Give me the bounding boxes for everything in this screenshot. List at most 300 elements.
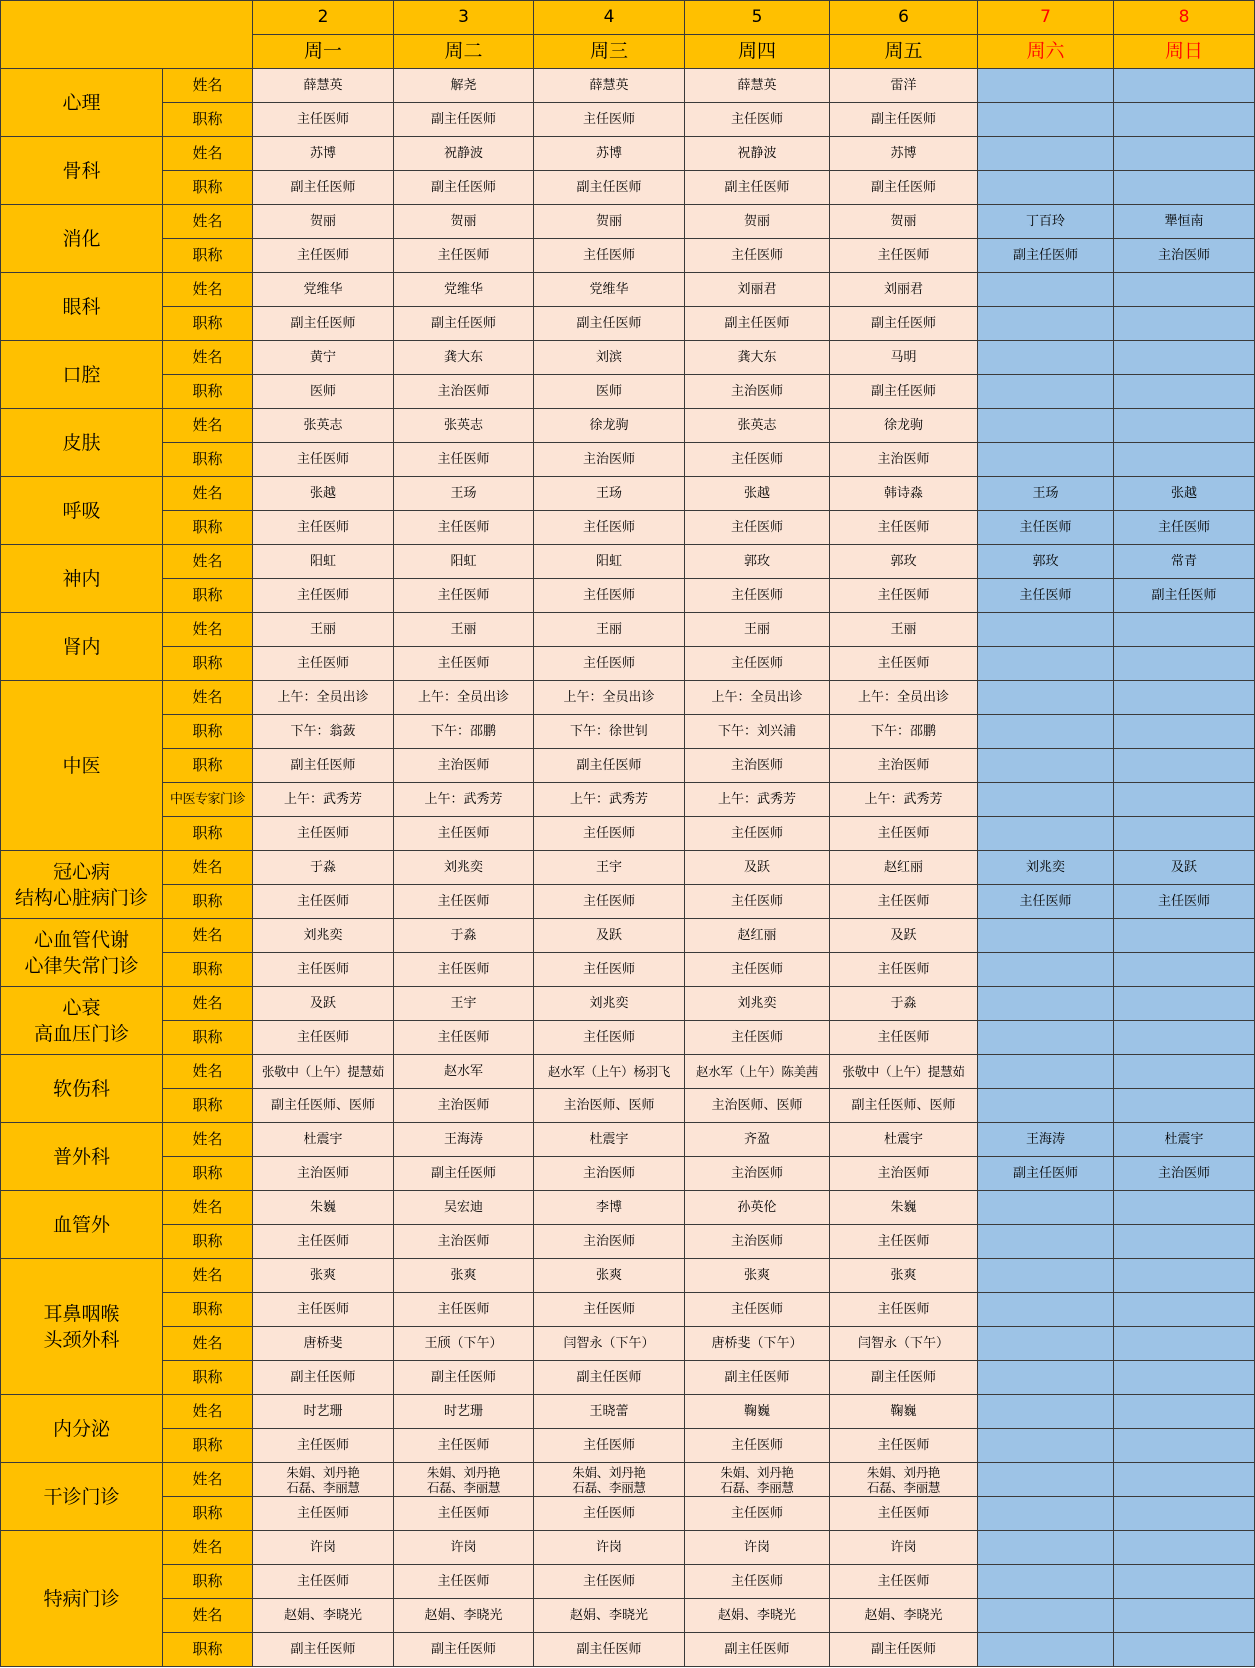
schedule-cell[interactable]: 刘丽君 — [830, 273, 978, 307]
schedule-cell[interactable]: 副主任医师 — [534, 171, 685, 205]
schedule-cell[interactable]: 薛慧英 — [534, 69, 685, 103]
schedule-cell[interactable]: 杜震宇 — [830, 1123, 978, 1157]
weekend-cell[interactable] — [978, 613, 1114, 647]
schedule-cell[interactable]: 主任医师 — [685, 1021, 830, 1055]
weekend-cell[interactable]: 副主任医师 — [978, 239, 1114, 273]
schedule-cell[interactable]: 王丽 — [685, 613, 830, 647]
weekend-cell[interactable] — [978, 1191, 1114, 1225]
schedule-cell[interactable]: 主治医师 — [830, 749, 978, 783]
schedule-cell[interactable]: 副主任医师 — [830, 171, 978, 205]
schedule-cell[interactable]: 主任医师 — [685, 953, 830, 987]
schedule-cell[interactable]: 主任医师 — [534, 1565, 685, 1599]
schedule-cell[interactable]: 主任医师 — [253, 647, 394, 681]
schedule-cell[interactable]: 主任医师 — [394, 579, 534, 613]
schedule-cell[interactable]: 主任医师 — [253, 1565, 394, 1599]
weekend-cell[interactable] — [978, 1055, 1114, 1089]
weekend-cell[interactable] — [1114, 103, 1255, 137]
schedule-cell[interactable]: 主任医师 — [685, 1293, 830, 1327]
schedule-cell[interactable]: 主任医师 — [394, 1021, 534, 1055]
weekend-cell[interactable] — [978, 647, 1114, 681]
weekend-cell[interactable]: 主任医师 — [1114, 511, 1255, 545]
schedule-cell[interactable]: 赵水军（上午）杨羽飞 — [534, 1055, 685, 1089]
schedule-cell[interactable]: 徐龙驹 — [534, 409, 685, 443]
row-label[interactable]: 职称 — [163, 749, 253, 783]
schedule-cell[interactable]: 上午：全员出诊 — [830, 681, 978, 715]
schedule-cell[interactable]: 主任医师 — [253, 817, 394, 851]
weekend-cell[interactable]: 常青 — [1114, 545, 1255, 579]
schedule-cell[interactable]: 王玚 — [394, 477, 534, 511]
row-label[interactable]: 姓名 — [163, 987, 253, 1021]
schedule-cell[interactable]: 主治医师 — [685, 375, 830, 409]
header-weekday[interactable]: 周五 — [830, 35, 978, 69]
schedule-cell[interactable]: 刘兆奕 — [534, 987, 685, 1021]
weekend-cell[interactable] — [1114, 1395, 1255, 1429]
row-label[interactable]: 职称 — [163, 1021, 253, 1055]
schedule-cell[interactable]: 主任医师 — [685, 443, 830, 477]
weekend-cell[interactable] — [978, 1021, 1114, 1055]
schedule-cell[interactable]: 刘兆奕 — [685, 987, 830, 1021]
row-label[interactable]: 职称 — [163, 817, 253, 851]
schedule-cell[interactable]: 薛慧英 — [253, 69, 394, 103]
row-label[interactable]: 姓名 — [163, 1463, 253, 1497]
schedule-cell[interactable]: 及跃 — [685, 851, 830, 885]
schedule-cell[interactable]: 赵娟、李晓光 — [830, 1599, 978, 1633]
weekend-cell[interactable] — [978, 1599, 1114, 1633]
schedule-cell[interactable]: 贺丽 — [830, 205, 978, 239]
schedule-cell[interactable]: 于淼 — [394, 919, 534, 953]
weekend-cell[interactable] — [1114, 1633, 1255, 1667]
schedule-cell[interactable]: 王丽 — [830, 613, 978, 647]
schedule-cell[interactable]: 王晓蕾 — [534, 1395, 685, 1429]
schedule-cell[interactable]: 祝静波 — [685, 137, 830, 171]
row-label[interactable]: 姓名 — [163, 341, 253, 375]
weekend-cell[interactable] — [978, 1633, 1114, 1667]
header-corner[interactable] — [1, 1, 253, 69]
schedule-cell[interactable]: 张英志 — [685, 409, 830, 443]
header-date[interactable]: 6 — [830, 1, 978, 35]
schedule-cell[interactable]: 阳虹 — [394, 545, 534, 579]
schedule-cell[interactable]: 徐龙驹 — [830, 409, 978, 443]
schedule-cell[interactable]: 主任医师 — [534, 511, 685, 545]
row-label[interactable]: 职称 — [163, 103, 253, 137]
schedule-cell[interactable]: 副主任医师 — [830, 1361, 978, 1395]
schedule-cell[interactable]: 副主任医师 — [253, 1361, 394, 1395]
schedule-cell[interactable]: 赵水军 — [394, 1055, 534, 1089]
schedule-cell[interactable]: 下午：翁蔹 — [253, 715, 394, 749]
row-label[interactable]: 姓名 — [163, 1259, 253, 1293]
header-date[interactable]: 3 — [394, 1, 534, 35]
weekend-cell[interactable]: 主任医师 — [978, 885, 1114, 919]
schedule-cell[interactable]: 主治医师 — [394, 749, 534, 783]
schedule-cell[interactable]: 主任医师 — [534, 1293, 685, 1327]
schedule-cell[interactable]: 主任医师 — [534, 1497, 685, 1531]
schedule-cell[interactable]: 时艺珊 — [253, 1395, 394, 1429]
schedule-cell[interactable]: 赵娟、李晓光 — [685, 1599, 830, 1633]
schedule-cell[interactable]: 下午：刘兴浦 — [685, 715, 830, 749]
schedule-cell[interactable]: 张爽 — [253, 1259, 394, 1293]
schedule-cell[interactable]: 张英志 — [394, 409, 534, 443]
schedule-cell[interactable]: 王宇 — [394, 987, 534, 1021]
weekend-cell[interactable] — [1114, 1429, 1255, 1463]
weekend-cell[interactable] — [1114, 1497, 1255, 1531]
schedule-cell[interactable]: 赵娟、李晓光 — [394, 1599, 534, 1633]
schedule-cell[interactable]: 许岗 — [685, 1531, 830, 1565]
schedule-cell[interactable]: 主任医师 — [685, 103, 830, 137]
header-date[interactable]: 2 — [253, 1, 394, 35]
department-name[interactable]: 心血管代谢 心律失常门诊 — [1, 919, 163, 987]
schedule-cell[interactable]: 张越 — [253, 477, 394, 511]
row-label[interactable]: 姓名 — [163, 1055, 253, 1089]
weekend-cell[interactable]: 杜震宇 — [1114, 1123, 1255, 1157]
weekend-cell[interactable] — [1114, 409, 1255, 443]
schedule-cell[interactable]: 副主任医师 — [534, 307, 685, 341]
schedule-cell[interactable]: 主任医师 — [685, 647, 830, 681]
weekend-cell[interactable]: 王海涛 — [978, 1123, 1114, 1157]
schedule-cell[interactable]: 杜震宇 — [534, 1123, 685, 1157]
row-label[interactable]: 职称 — [163, 953, 253, 987]
weekend-cell[interactable]: 刘兆奕 — [978, 851, 1114, 885]
weekend-cell[interactable] — [978, 1259, 1114, 1293]
schedule-cell[interactable]: 主治医师 — [534, 443, 685, 477]
schedule-cell[interactable]: 主任医师 — [685, 511, 830, 545]
schedule-cell[interactable]: 主任医师 — [253, 1021, 394, 1055]
schedule-cell[interactable]: 朱娟、刘丹艳 石磊、李丽慧 — [830, 1463, 978, 1497]
weekend-cell[interactable] — [978, 1565, 1114, 1599]
schedule-cell[interactable]: 主任医师 — [394, 885, 534, 919]
row-label[interactable]: 中医专家门诊 — [163, 783, 253, 817]
schedule-cell[interactable]: 主任医师 — [685, 579, 830, 613]
schedule-cell[interactable]: 苏博 — [534, 137, 685, 171]
schedule-cell[interactable]: 郭玫 — [685, 545, 830, 579]
schedule-cell[interactable]: 主任医师 — [830, 953, 978, 987]
weekend-cell[interactable] — [1114, 1599, 1255, 1633]
schedule-cell[interactable]: 主任医师 — [253, 1497, 394, 1531]
schedule-cell[interactable]: 主任医师 — [534, 239, 685, 273]
weekend-cell[interactable] — [1114, 69, 1255, 103]
schedule-cell[interactable]: 副主任医师 — [685, 171, 830, 205]
schedule-cell[interactable]: 主任医师 — [394, 647, 534, 681]
row-label[interactable]: 姓名 — [163, 409, 253, 443]
header-weekday[interactable]: 周一 — [253, 35, 394, 69]
weekend-cell[interactable] — [1114, 715, 1255, 749]
schedule-cell[interactable]: 副主任医师 — [394, 1633, 534, 1667]
row-label[interactable]: 职称 — [163, 885, 253, 919]
schedule-cell[interactable]: 主治医师 — [394, 375, 534, 409]
schedule-cell[interactable]: 主任医师 — [394, 239, 534, 273]
row-label[interactable]: 姓名 — [163, 273, 253, 307]
department-name[interactable]: 干诊门诊 — [1, 1463, 163, 1531]
schedule-cell[interactable]: 副主任医师 — [830, 103, 978, 137]
schedule-cell[interactable]: 主任医师 — [830, 1429, 978, 1463]
weekend-cell[interactable] — [1114, 1055, 1255, 1089]
schedule-cell[interactable]: 王颀（下午） — [394, 1327, 534, 1361]
weekend-cell[interactable] — [1114, 987, 1255, 1021]
weekend-cell[interactable] — [978, 1531, 1114, 1565]
schedule-cell[interactable]: 主任医师 — [685, 239, 830, 273]
schedule-cell[interactable]: 主任医师 — [534, 103, 685, 137]
weekend-cell[interactable] — [978, 1089, 1114, 1123]
header-weekday[interactable]: 周六 — [978, 35, 1114, 69]
weekend-cell[interactable] — [978, 171, 1114, 205]
row-label[interactable]: 姓名 — [163, 477, 253, 511]
weekend-cell[interactable] — [1114, 1565, 1255, 1599]
schedule-cell[interactable]: 王丽 — [394, 613, 534, 647]
schedule-cell[interactable]: 下午：徐世钊 — [534, 715, 685, 749]
schedule-cell[interactable]: 主任医师 — [830, 239, 978, 273]
schedule-cell[interactable]: 副主任医师 — [253, 307, 394, 341]
schedule-cell[interactable]: 龚大东 — [394, 341, 534, 375]
row-label[interactable]: 姓名 — [163, 205, 253, 239]
weekend-cell[interactable] — [1114, 953, 1255, 987]
schedule-cell[interactable]: 上午：全员出诊 — [685, 681, 830, 715]
schedule-cell[interactable]: 闫智永（下午） — [830, 1327, 978, 1361]
schedule-cell[interactable]: 赵红丽 — [830, 851, 978, 885]
schedule-cell[interactable]: 主任医师 — [830, 579, 978, 613]
row-label[interactable]: 姓名 — [163, 851, 253, 885]
schedule-cell[interactable]: 齐盈 — [685, 1123, 830, 1157]
weekend-cell[interactable] — [1114, 1293, 1255, 1327]
schedule-cell[interactable]: 及跃 — [534, 919, 685, 953]
weekend-cell[interactable] — [978, 987, 1114, 1021]
row-label[interactable]: 姓名 — [163, 1531, 253, 1565]
schedule-cell[interactable]: 朱娟、刘丹艳 石磊、李丽慧 — [685, 1463, 830, 1497]
schedule-cell[interactable]: 主任医师 — [394, 443, 534, 477]
schedule-cell[interactable]: 主任医师 — [685, 1429, 830, 1463]
weekend-cell[interactable] — [978, 409, 1114, 443]
schedule-cell[interactable]: 雷洋 — [830, 69, 978, 103]
schedule-cell[interactable]: 主任医师 — [534, 579, 685, 613]
schedule-cell[interactable]: 主任医师 — [253, 953, 394, 987]
schedule-cell[interactable]: 及跃 — [830, 919, 978, 953]
row-label[interactable]: 姓名 — [163, 69, 253, 103]
weekend-cell[interactable] — [978, 1463, 1114, 1497]
schedule-cell[interactable]: 李博 — [534, 1191, 685, 1225]
schedule-cell[interactable]: 下午：邵鹏 — [830, 715, 978, 749]
schedule-cell[interactable]: 解尧 — [394, 69, 534, 103]
schedule-cell[interactable]: 主任医师 — [394, 817, 534, 851]
schedule-cell[interactable]: 主任医师 — [534, 817, 685, 851]
weekend-cell[interactable] — [1114, 307, 1255, 341]
row-label[interactable]: 职称 — [163, 307, 253, 341]
header-date[interactable]: 7 — [978, 1, 1114, 35]
schedule-cell[interactable]: 主治医师 — [685, 1225, 830, 1259]
weekend-cell[interactable] — [1114, 1361, 1255, 1395]
row-label[interactable]: 职称 — [163, 715, 253, 749]
weekend-cell[interactable] — [1114, 749, 1255, 783]
row-label[interactable]: 姓名 — [163, 1395, 253, 1429]
schedule-cell[interactable]: 副主任医师 — [253, 749, 394, 783]
schedule-cell[interactable]: 主任医师 — [394, 1293, 534, 1327]
weekend-cell[interactable] — [1114, 137, 1255, 171]
weekend-cell[interactable] — [978, 1497, 1114, 1531]
weekend-cell[interactable] — [978, 1225, 1114, 1259]
weekend-cell[interactable] — [978, 1429, 1114, 1463]
department-name[interactable]: 内分泌 — [1, 1395, 163, 1463]
row-label[interactable]: 姓名 — [163, 1327, 253, 1361]
schedule-cell[interactable]: 鞠巍 — [830, 1395, 978, 1429]
header-date[interactable]: 4 — [534, 1, 685, 35]
weekend-cell[interactable]: 王玚 — [978, 477, 1114, 511]
schedule-cell[interactable]: 张爽 — [394, 1259, 534, 1293]
schedule-cell[interactable]: 副主任医师 — [253, 171, 394, 205]
schedule-cell[interactable]: 主任医师 — [253, 443, 394, 477]
schedule-cell[interactable]: 主任医师 — [534, 1021, 685, 1055]
schedule-cell[interactable]: 黄宁 — [253, 341, 394, 375]
weekend-cell[interactable] — [978, 1327, 1114, 1361]
row-label[interactable]: 职称 — [163, 1565, 253, 1599]
weekend-cell[interactable] — [1114, 273, 1255, 307]
weekend-cell[interactable] — [1114, 783, 1255, 817]
schedule-cell[interactable]: 副主任医师 — [830, 375, 978, 409]
row-label[interactable]: 职称 — [163, 1633, 253, 1667]
schedule-cell[interactable]: 韩诗淼 — [830, 477, 978, 511]
schedule-cell[interactable]: 主任医师 — [830, 1021, 978, 1055]
header-date[interactable]: 5 — [685, 1, 830, 35]
schedule-cell[interactable]: 苏博 — [253, 137, 394, 171]
weekend-cell[interactable] — [1114, 1259, 1255, 1293]
row-label[interactable]: 姓名 — [163, 1599, 253, 1633]
schedule-cell[interactable]: 主任医师 — [685, 1565, 830, 1599]
schedule-cell[interactable]: 主治医师、医师 — [534, 1089, 685, 1123]
schedule-cell[interactable]: 张爽 — [534, 1259, 685, 1293]
weekend-cell[interactable] — [1114, 1327, 1255, 1361]
schedule-cell[interactable]: 龚大东 — [685, 341, 830, 375]
schedule-cell[interactable]: 杜震宇 — [253, 1123, 394, 1157]
weekend-cell[interactable] — [1114, 1089, 1255, 1123]
schedule-cell[interactable]: 贺丽 — [685, 205, 830, 239]
schedule-cell[interactable]: 上午：全员出诊 — [253, 681, 394, 715]
weekend-cell[interactable] — [1114, 341, 1255, 375]
schedule-cell[interactable]: 上午：武秀芳 — [253, 783, 394, 817]
row-label[interactable]: 职称 — [163, 1225, 253, 1259]
schedule-cell[interactable]: 马明 — [830, 341, 978, 375]
weekend-cell[interactable] — [978, 919, 1114, 953]
department-name[interactable]: 消化 — [1, 205, 163, 273]
schedule-cell[interactable]: 主任医师 — [830, 647, 978, 681]
schedule-cell[interactable]: 许岗 — [830, 1531, 978, 1565]
schedule-cell[interactable]: 上午：武秀芳 — [394, 783, 534, 817]
schedule-cell[interactable]: 副主任医师、医师 — [253, 1089, 394, 1123]
weekend-cell[interactable]: 犟恒南 — [1114, 205, 1255, 239]
schedule-cell[interactable]: 张英志 — [253, 409, 394, 443]
weekend-cell[interactable] — [1114, 647, 1255, 681]
weekend-cell[interactable] — [1114, 443, 1255, 477]
row-label[interactable]: 职称 — [163, 171, 253, 205]
schedule-cell[interactable]: 刘兆奕 — [253, 919, 394, 953]
weekend-cell[interactable] — [978, 375, 1114, 409]
weekend-cell[interactable] — [1114, 1225, 1255, 1259]
schedule-cell[interactable]: 主治医师 — [685, 749, 830, 783]
row-label[interactable]: 职称 — [163, 1497, 253, 1531]
weekend-cell[interactable] — [978, 103, 1114, 137]
schedule-cell[interactable]: 上午：武秀芳 — [534, 783, 685, 817]
schedule-cell[interactable]: 主任医师 — [685, 885, 830, 919]
department-name[interactable]: 皮肤 — [1, 409, 163, 477]
schedule-cell[interactable]: 主治医师 — [394, 1225, 534, 1259]
schedule-cell[interactable]: 王宇 — [534, 851, 685, 885]
schedule-cell[interactable]: 主任医师 — [253, 1225, 394, 1259]
row-label[interactable]: 职称 — [163, 647, 253, 681]
header-weekday[interactable]: 周二 — [394, 35, 534, 69]
department-name[interactable]: 口腔 — [1, 341, 163, 409]
department-name[interactable]: 神内 — [1, 545, 163, 613]
department-name[interactable]: 中医 — [1, 681, 163, 851]
department-name[interactable]: 肾内 — [1, 613, 163, 681]
schedule-cell[interactable]: 张爽 — [685, 1259, 830, 1293]
schedule-cell[interactable]: 副主任医师 — [394, 1157, 534, 1191]
weekend-cell[interactable] — [1114, 1021, 1255, 1055]
weekend-cell[interactable] — [978, 953, 1114, 987]
weekend-cell[interactable] — [978, 137, 1114, 171]
weekend-cell[interactable]: 主任医师 — [978, 511, 1114, 545]
schedule-cell[interactable]: 副主任医师 — [685, 307, 830, 341]
weekend-cell[interactable] — [1114, 817, 1255, 851]
weekend-cell[interactable] — [1114, 681, 1255, 715]
schedule-cell[interactable]: 主任医师 — [253, 1429, 394, 1463]
schedule-cell[interactable]: 下午：邵鹏 — [394, 715, 534, 749]
schedule-cell[interactable]: 许岗 — [253, 1531, 394, 1565]
weekend-cell[interactable] — [978, 69, 1114, 103]
department-name[interactable]: 冠心病 结构心脏病门诊 — [1, 851, 163, 919]
weekend-cell[interactable]: 张越 — [1114, 477, 1255, 511]
schedule-cell[interactable]: 主任医师 — [830, 885, 978, 919]
weekend-cell[interactable] — [1114, 1191, 1255, 1225]
schedule-cell[interactable]: 副主任医师 — [534, 749, 685, 783]
weekend-cell[interactable] — [978, 715, 1114, 749]
schedule-cell[interactable]: 主任医师 — [394, 511, 534, 545]
schedule-cell[interactable]: 朱娟、刘丹艳 石磊、李丽慧 — [534, 1463, 685, 1497]
schedule-cell[interactable]: 刘滨 — [534, 341, 685, 375]
row-label[interactable]: 姓名 — [163, 681, 253, 715]
schedule-cell[interactable]: 贺丽 — [253, 205, 394, 239]
department-name[interactable]: 特病门诊 — [1, 1531, 163, 1667]
schedule-cell[interactable]: 鞠巍 — [685, 1395, 830, 1429]
weekend-cell[interactable]: 主治医师 — [1114, 239, 1255, 273]
row-label[interactable]: 职称 — [163, 1361, 253, 1395]
schedule-cell[interactable]: 副主任医师 — [830, 1633, 978, 1667]
weekend-cell[interactable]: 主任医师 — [978, 579, 1114, 613]
header-date[interactable]: 8 — [1114, 1, 1255, 35]
schedule-cell[interactable]: 副主任医师 — [830, 307, 978, 341]
schedule-cell[interactable]: 王丽 — [253, 613, 394, 647]
schedule-cell[interactable]: 主治医师 — [253, 1157, 394, 1191]
schedule-cell[interactable]: 上午：全员出诊 — [394, 681, 534, 715]
header-weekday[interactable]: 周三 — [534, 35, 685, 69]
schedule-cell[interactable]: 赵红丽 — [685, 919, 830, 953]
row-label[interactable]: 姓名 — [163, 1123, 253, 1157]
row-label[interactable]: 姓名 — [163, 613, 253, 647]
schedule-cell[interactable]: 赵水军（上午）陈美茜 — [685, 1055, 830, 1089]
schedule-cell[interactable]: 党维华 — [394, 273, 534, 307]
weekend-cell[interactable] — [978, 1395, 1114, 1429]
schedule-cell[interactable]: 副主任医师 — [394, 171, 534, 205]
department-name[interactable]: 耳鼻咽喉 头颈外科 — [1, 1259, 163, 1395]
schedule-cell[interactable]: 主任医师 — [830, 511, 978, 545]
department-name[interactable]: 心理 — [1, 69, 163, 137]
row-label[interactable]: 职称 — [163, 1293, 253, 1327]
schedule-cell[interactable]: 主任医师 — [253, 579, 394, 613]
schedule-cell[interactable]: 主任医师 — [830, 1497, 978, 1531]
schedule-cell[interactable]: 王海涛 — [394, 1123, 534, 1157]
row-label[interactable]: 职称 — [163, 239, 253, 273]
header-weekday[interactable]: 周四 — [685, 35, 830, 69]
schedule-cell[interactable]: 主任医师 — [534, 1429, 685, 1463]
schedule-cell[interactable]: 刘丽君 — [685, 273, 830, 307]
schedule-cell[interactable]: 主任医师 — [253, 511, 394, 545]
row-label[interactable]: 职称 — [163, 1429, 253, 1463]
weekend-cell[interactable]: 副主任医师 — [978, 1157, 1114, 1191]
schedule-cell[interactable]: 副主任医师 — [253, 1633, 394, 1667]
